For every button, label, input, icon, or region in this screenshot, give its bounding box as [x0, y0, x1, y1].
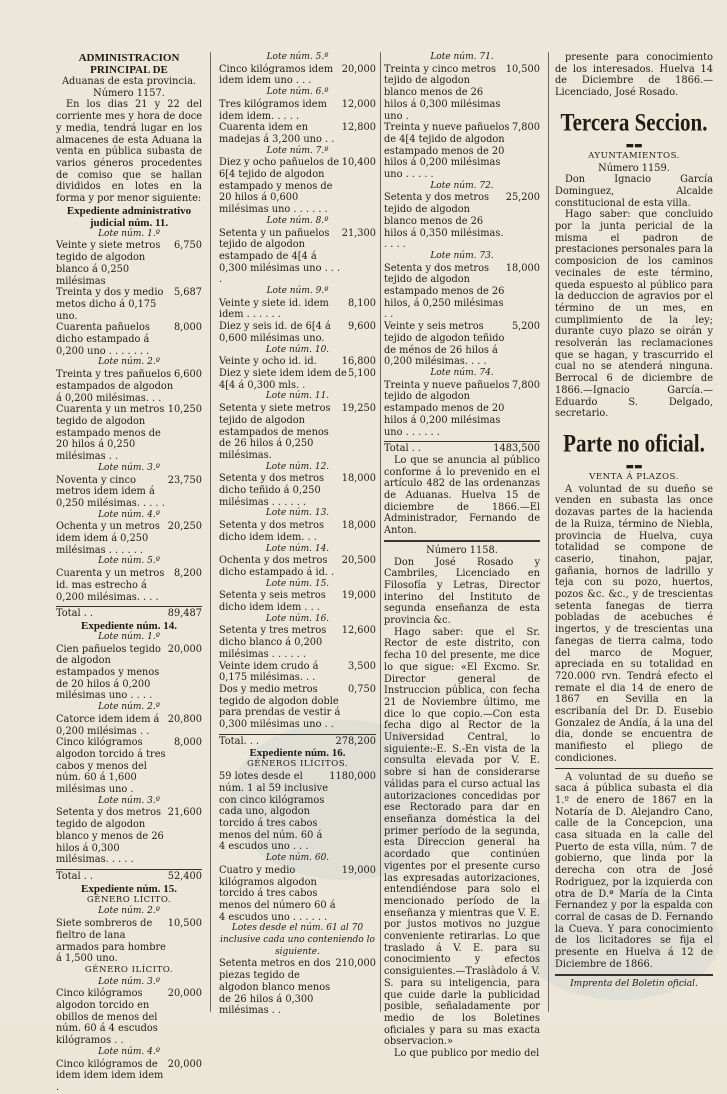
lot-description: Veinte y siete metros tegido de algodon blanco á 0,250 milésimas — [56, 240, 161, 287]
lot-entry — [219, 865, 376, 924]
lot-entry — [56, 475, 202, 510]
lot-entry — [219, 321, 376, 344]
paragraph: Lo que publico por medio del — [394, 1048, 540, 1060]
lot-entry — [219, 520, 376, 543]
lot-entry — [56, 404, 202, 463]
lot-description: Noventa y cinco metros idem idem á 0,250 milésimas. . . . . — [56, 474, 165, 509]
total-value: 52,400 — [167, 871, 202, 882]
lot-value: 23,750 — [167, 474, 202, 486]
lot-label: Lote núm. 11. — [265, 391, 330, 402]
lot-label: Lote núm. 72. — [430, 180, 494, 191]
lot-description: Setenta y dos metros tejido de algodon estampado menos de 26 hilos, á 0,250 milésimas . . — [384, 262, 505, 321]
lot-value: 6,750 — [173, 240, 202, 252]
lot-value: 5,100 — [347, 367, 376, 379]
lot-value: 20,000 — [341, 63, 376, 75]
section-heading: Tercera Seccion. — [560, 107, 708, 137]
lot-value: 16,800 — [341, 356, 376, 368]
lot-value: 19,250 — [341, 403, 376, 415]
lot-label: Lote núm. 4.º — [98, 1046, 160, 1057]
separator-rule — [555, 974, 713, 976]
lot-entry — [219, 625, 376, 660]
lot-description: Treinta y tres pañuelos estampados de algodon á 0,200 milésimas. . . — [56, 369, 174, 404]
lot-label: Lote núm. 2.º — [98, 906, 160, 917]
paragraph: Hago saber: que el Sr. Rector de este distrito, con fecha 10 del presente, me dice lo que sigue: «El Excmo. Sr. Director general de Instruccion pública, con fecha 21 de Noviembre último, me dice lo que copio.—Con esta fecha digo al Rector de la Universidad Central, lo siguiente:-E. S.-En vista de la consulta elevada por V. E. sobre si han de considerarse válidas para el curso actual las autorizaciones concedidas por ese Rectorado para dar en enseñanza doméstica la del primer período de la segunda, esta Direccion general ha acordado que continúen vigentes por el presente curso las expresadas autorizaciones, entendiéndose para solo el mencionado período de la enseñanza y mientras que V. E. por justos motivos no juzgue conveniente retirarlas. Lo que traslado á V. E. para su conocimiento y efectos consiguientes.—Traslàdolo á V. S. para su inteligencia, para que cuide darle la publicidad posible, señaladamente por medio de los Boletines oficiales y para su mas exacta observacion.» — [384, 626, 540, 1048]
lot-value: 20,800 — [167, 713, 202, 725]
lot-label: Lote núm. 1.º — [98, 228, 160, 239]
lot-entry — [384, 64, 540, 123]
total-label: Total. . . — [219, 735, 260, 747]
lot-label: Lote núm. 13. — [265, 508, 330, 519]
total-value: 1483,500 — [493, 443, 540, 455]
lot-description: Tres kilógramos idem idem idem. . . . . — [219, 98, 327, 122]
lot-description: Setenta y tres metros dicho blanco á 0,200 milésimas . . . . . . — [219, 625, 327, 660]
lot-description: Cuarenta idem en madejas á 3,200 uno . . — [219, 122, 335, 145]
heading: Expediente núm. 16. — [249, 747, 346, 760]
paragraph: Don José Rosado y Cambriles, Licenciado en Filosofía y Letras, Director interino del Instituto de segunda enseñanza de esta provincia &c. — [384, 556, 540, 627]
lot-entry — [219, 99, 376, 122]
paragraph: presente para conocimiento de los interesados. Huelva 14 de Diciembre de 1866.—Licenciado, José Rosado. — [555, 52, 713, 99]
lot-description: Dos y medio metros tegido de algodon doble para prendas de vestir á 0,300 milésimas uno . . — [219, 683, 341, 731]
lot-value: 20,500 — [341, 555, 376, 567]
lot-description: Veinte idem crudo á 0,175 milésimas. . . — [219, 660, 319, 684]
subheading: GÉNERO ILÍCITO. — [84, 964, 174, 975]
lot-value: 20,000 — [167, 988, 202, 1000]
column-rule — [210, 52, 211, 1012]
lot-description: Ochenta y dos metros dicho estampado á id. . — [219, 555, 335, 578]
total-value: 89,487 — [167, 608, 202, 620]
heading: Expediente núm. 14. — [81, 619, 177, 632]
lot-description: Cuarenta y un metros id. mas estrecho á 0,200 milésimas. . . . — [56, 568, 165, 603]
paragraph: Don Ignacio García Dominguez, Alcalde constitucional de esta villa. — [555, 174, 713, 209]
lot-entry — [384, 321, 540, 368]
lot-value: 18,000 — [341, 520, 376, 532]
lot-label: Lote núm. 2.º — [98, 702, 160, 713]
lot-entry — [219, 661, 376, 684]
section-heading: Parte no oficial. — [563, 428, 705, 458]
lot-description: Treinta y nueve pañuelos tejido de algodon estampado menos de 20 hilos á 0,200 milésimas uno . . . . . . — [384, 379, 510, 438]
lot-value: 10,400 — [341, 157, 376, 169]
lot-label: Lote núm. 8.º — [266, 215, 329, 226]
lot-description: Setenta y dos metros tejido de algodon blanco menos de 26 hilos á 0,350 milésimas. . . . . — [384, 192, 504, 251]
lot-value: 3,500 — [347, 660, 376, 672]
total-line — [56, 606, 202, 620]
lot-entry — [384, 122, 540, 181]
lot-label: Lote núm. 3.º — [98, 976, 160, 987]
lot-description: Treinta y nueve pañuelos de 4[4 tejido de algodon estampado menos de 20 hilos á 0,200 milésimas uno . . . . . — [384, 122, 510, 181]
lot-label: Lote núm. 5.º — [266, 52, 329, 62]
lot-label: Lote núm. 73. — [430, 250, 494, 261]
lot-entry — [219, 122, 376, 145]
lot-label: Lote núm. 3.º — [98, 795, 160, 806]
paragraph: Hago saber: que concluido por la junta pericial de la misma el padron de prestaciones personales para la composicion de los caminos vecinales de este término, queda espuesto al público para la deduccion de agravios por el término de un mes, en cumplimiento de la ley; durante cuyo plazo se oirán y resolverán las reclamaciones que se hagan, y trascurrido el cual no se atenderá ninguna. Berrocal 6 de diciembre de 1866.—Ignacio García.—Eduardo S. Delgado, secretario. — [555, 209, 713, 420]
lot-value: 0,750 — [347, 683, 376, 695]
lot-description: Diez y seis id. de 6[4 á 0,600 milésimas uno. — [219, 321, 331, 344]
lot-entry — [56, 1059, 202, 1094]
lot-description: Veinte y siete id. idem idem . . . . . . — [219, 297, 329, 321]
lot-entry — [56, 807, 202, 866]
lot-value: 19,000 — [341, 864, 376, 876]
lot-value: 10,500 — [505, 63, 540, 75]
heading: Expediente administrativo judicial núm. 11. — [66, 204, 192, 229]
lot-label: Lote núm. 5.º — [98, 556, 160, 567]
lot-value: 21,600 — [167, 807, 202, 819]
lot-entry — [219, 590, 376, 613]
lot-description: Catorce idem idem á 0,200 milésimas . . — [56, 713, 160, 737]
paragraph: A voluntad de su dueño se venden en subasta las once dozavas partes de la hacienda de la Ruiza, término de Niebla, provincia de Huelva, cuya totalidad se compone de caserio, tinahon, pajar, gañania, hornos de ladrillo y teja con su pozo, huertos, pozos &c. &c., y de trescientas setenta fanegas de tierra pobladas de acebuches é ingertos, y de trescientas una fanegas de tierra calma, todo del marco de Moguer, apreciada en su totalidad en 720.000 rvn. Tendrá efecto el remate el dia 14 de enero de 1867 en Sevilla en la escribanía del Dr. D. Eusebio Gonzalez de Andía, á la una del dia, donde se encuentra de manifiesto el pliego de condiciones. — [555, 483, 713, 764]
lot-entry — [384, 380, 540, 439]
lot-label: Lote núm. 9.º — [266, 286, 329, 297]
lot-description: Setenta y dos metros dicho idem idem. . . — [219, 520, 325, 543]
lot-description: Setenta y siete metros tejido de algodon estampados de menos de 26 hilos á 0,250 milésimas. — [219, 403, 331, 461]
lot-entry — [219, 473, 376, 508]
lot-description: Setenta y dos metros tegido de algodon blanco y menos de 26 hilos á 0,300 milésimas. . . . . — [56, 807, 164, 866]
total-label: Total . . — [384, 443, 422, 455]
lot-description: Siete sombreros de fieltro de lana armados para hombre á 1,500 uno. — [56, 918, 166, 965]
heading: Expediente núm. 15. — [81, 882, 177, 895]
lot-description: Setenta metros en dos piezas tegido de algodon blanco menos de 26 hilos á 0,300 milésimas . . — [219, 958, 331, 1017]
lot-entry — [56, 287, 202, 322]
lot-description: Veinte y seis metros tejido de algodon teñido de ménos de 26 hilos á 0,200 milésimas. . . . — [384, 321, 505, 368]
lot-value: 210,000 — [335, 958, 376, 970]
lot-value: 12,600 — [341, 625, 376, 637]
lot-value: 18,000 — [505, 262, 540, 274]
notice-number: Número 1158. — [426, 544, 498, 556]
lot-entry — [56, 737, 202, 796]
lot-value: 8,100 — [347, 297, 376, 309]
notice-number: Aduanas de esta provincia. — [61, 76, 197, 87]
lot-value: 19,000 — [341, 590, 376, 602]
lot-entry — [219, 368, 376, 391]
lot-value: 8,000 — [173, 737, 202, 749]
lot-description: Veinte y ocho id. id. — [219, 356, 317, 368]
column-3 — [384, 52, 540, 1060]
lot-value: 7,800 — [511, 122, 540, 134]
lot-entry — [219, 298, 376, 321]
lot-description: Cuarenta y un metros tegido de algodon estampado menos de 20 hilos á 0,250 milésimas . . — [56, 404, 165, 463]
lot-entry — [384, 192, 540, 251]
lot-value: 18,000 — [341, 473, 376, 485]
lot-label: Lote núm. 15. — [265, 578, 330, 589]
subheading: VENTA Á PLAZOS. — [589, 471, 679, 482]
lot-value: 7,800 — [511, 379, 540, 391]
lot-value: 20,000 — [167, 643, 202, 655]
lot-label: Lotes desde el núm. 61 al 70 inclusive cada uno conteniendo lo siguiente. — [220, 923, 375, 957]
lot-entry — [56, 369, 202, 404]
subheading: AYUNTAMIENTOS. — [588, 150, 680, 161]
lot-label: Lote núm. 3.º — [98, 462, 160, 473]
lot-description: Cien pañuelos tegido de algodon estampados y menos de 20 hilos á 0,200 milésimas uno . . . . — [56, 643, 161, 702]
lot-label: Lote núm. 4.º — [98, 509, 160, 520]
lot-entry — [56, 714, 202, 737]
lot-entry — [56, 644, 202, 703]
lot-value: 25,200 — [505, 192, 540, 204]
total-line — [56, 869, 202, 883]
total-line — [384, 441, 540, 455]
lot-description: 59 lotes desde el núm. 1 al 59 inclusive con cinco kilógramos cada uno, algodon torcido á tres cabos menos del núm. 60 á 4 escudos uno . . . — [219, 771, 329, 853]
lot-label: Lote núm. 10. — [265, 344, 330, 355]
lot-value: 6,600 — [173, 369, 202, 381]
column-rule — [380, 52, 381, 1012]
lot-label: Lote núm. 14. — [265, 543, 330, 554]
lot-entry — [56, 568, 202, 603]
lot-value: 8,000 — [173, 322, 202, 334]
lot-description: Cinco kilógramos algodon torcido en obillos de menos del núm. 60 á 4 escudos kilógramos . . — [56, 988, 158, 1047]
column-4 — [555, 52, 713, 990]
total-label: Total . . — [56, 871, 94, 882]
lot-description: Cuatro y medio kilógramos algodon torcido á tres cabos menos del número 60 á 4 escudos uno . . . . . . — [219, 864, 336, 923]
lot-label: Lote núm. 60. — [265, 853, 330, 864]
lot-value: 5,200 — [511, 321, 540, 333]
paragraph: A voluntad de su dueño se saca á pública subasta el dia 1.º de enero de 1867 en la Notaría de D. Alejandro Cano, calle de la Concepcion, una casa situada en la calle del Puerto de esta villa, núm. 7 de gobierno, que linda por la derecha con otra de José Rodriguez, por la izquierda con otra de D.ª María de la Cinta Fernandez y por la espalda con corral de casas de D. Fernando la Cueva. Y para conocimiento de los licitadores se fija el presente en Huelva á 12 de Diciembre de 1866. — [555, 771, 713, 970]
lot-description: Diez y siete idem idem de 4[4 á 0,300 mls. . — [219, 367, 347, 391]
lot-label: Lote núm. 71. — [430, 52, 494, 62]
lot-description: Setenta y dos metros dicho teñido á 0,250 milésimas . . . . . . — [219, 473, 325, 508]
lot-description: Treinta y cinco metros tejido de algodon blanco menos de 26 hilos á 0,300 milésimas uno . — [384, 63, 501, 122]
lot-label: Lote núm. 12. — [265, 461, 330, 472]
lot-value: 10,500 — [167, 918, 202, 930]
lot-description: Treinta y dos y medio metos dicho á 0,175 uno. — [56, 287, 164, 322]
column-2 — [219, 52, 376, 1017]
lot-description: Cuarenta pañuelos dicho estampado á 0,200 uno . . . . . . . — [56, 322, 150, 357]
lot-entry — [56, 521, 202, 556]
lot-value: 12,800 — [341, 122, 376, 134]
lot-label: Lote núm. 6.º — [266, 87, 329, 98]
lot-description: Ochenta y un metros idem idem á 0,250 milésimas . . . . . . — [56, 521, 160, 556]
ornament: ▬▬ — [625, 140, 643, 151]
total-label: Total . . — [56, 608, 94, 620]
lot-value: 12,000 — [341, 98, 376, 110]
lot-description: Cinco kilógramos de idem idem idem idem . — [56, 1058, 164, 1093]
column-rule — [548, 52, 549, 1012]
lot-entry — [219, 64, 376, 87]
lot-entry — [219, 157, 376, 216]
heading: ADMINISTRACION PRINCIPAL DE — [78, 52, 180, 76]
notice-number: Número 1157. — [93, 87, 165, 99]
lot-description: Cinco kilógramos idem idem idem uno . . . — [219, 63, 334, 87]
lot-value: 10,250 — [167, 404, 202, 416]
lot-value: 5,687 — [173, 287, 202, 299]
subheading: GÉNEROS ILÍCITOS. — [246, 759, 349, 770]
lot-value: 21,300 — [341, 227, 376, 239]
lot-entry — [219, 958, 376, 1017]
lot-label: Lote núm. 16. — [265, 613, 330, 624]
separator-rule — [384, 540, 540, 542]
lot-entry — [219, 771, 376, 853]
total-value: 278,200 — [335, 735, 376, 747]
lot-description: Diez y ocho pañuelos de 6[4 tejido de algodon estampado y menos de 20 hilos á 0,600 milésimas uno . . . . . . — [219, 157, 340, 216]
lot-value: 20,250 — [167, 521, 202, 533]
separator-rule — [555, 768, 713, 769]
lot-entry — [219, 403, 376, 462]
ornament: ▬▬ — [625, 461, 643, 472]
lot-entry — [219, 228, 376, 287]
lot-value: 20,000 — [167, 1058, 202, 1070]
lot-entry — [219, 684, 376, 731]
paragraph: En los dias 21 y 22 del corriente mes y hora de doce y media, tendrá lugar en los almacenes de esta Aduana la venta en pública subasta de varios géneros procedentes de comiso que se hallan divididos en lotes en la forma y por menor siguiente: — [56, 99, 202, 205]
paragraph: Lo que se anuncia al público conforme á lo prevenido en el artículo 482 de las ordenanzas de Aduanas. Huelva 15 de diciembre de 1866.—El Administrador, Fernando de Anton. — [384, 454, 540, 537]
lot-label: Lote núm. 1.º — [98, 631, 160, 642]
lot-description: Setenta y un pañuelos tejido de algodon estampado de 4[4 á 0,300 milésimas uno . . . . — [219, 227, 341, 286]
lot-entry — [56, 322, 202, 357]
lot-entry — [219, 356, 376, 368]
lot-entry — [219, 555, 376, 578]
lot-label: Imprenta del Boletin oficial. — [570, 978, 698, 989]
lot-description: Setenta y seis metros dicho idem idem . . . — [219, 590, 326, 614]
lot-entry — [56, 240, 202, 287]
lot-entry — [384, 263, 540, 322]
subheading: GÉNERO LÍCITO. — [86, 894, 172, 905]
lot-label: Lote núm. 2.º — [98, 357, 160, 368]
lot-entry — [56, 988, 202, 1047]
lot-label: Lote núm. 74. — [430, 367, 494, 378]
lot-description: Cinco kilógramos algodon torcido á tres cabos y menos del núm. 60 á 1,600 milésimas uno . — [56, 737, 166, 796]
lot-entry — [56, 918, 202, 965]
column-1 — [56, 52, 202, 1094]
lot-label: Lote núm. 7.º — [266, 145, 329, 156]
notice-number: Número 1159. — [598, 162, 670, 174]
lot-value: 9,600 — [347, 321, 376, 333]
lot-value: 8,200 — [173, 568, 202, 580]
lot-value: 1180,000 — [329, 771, 376, 783]
total-line — [219, 734, 376, 748]
